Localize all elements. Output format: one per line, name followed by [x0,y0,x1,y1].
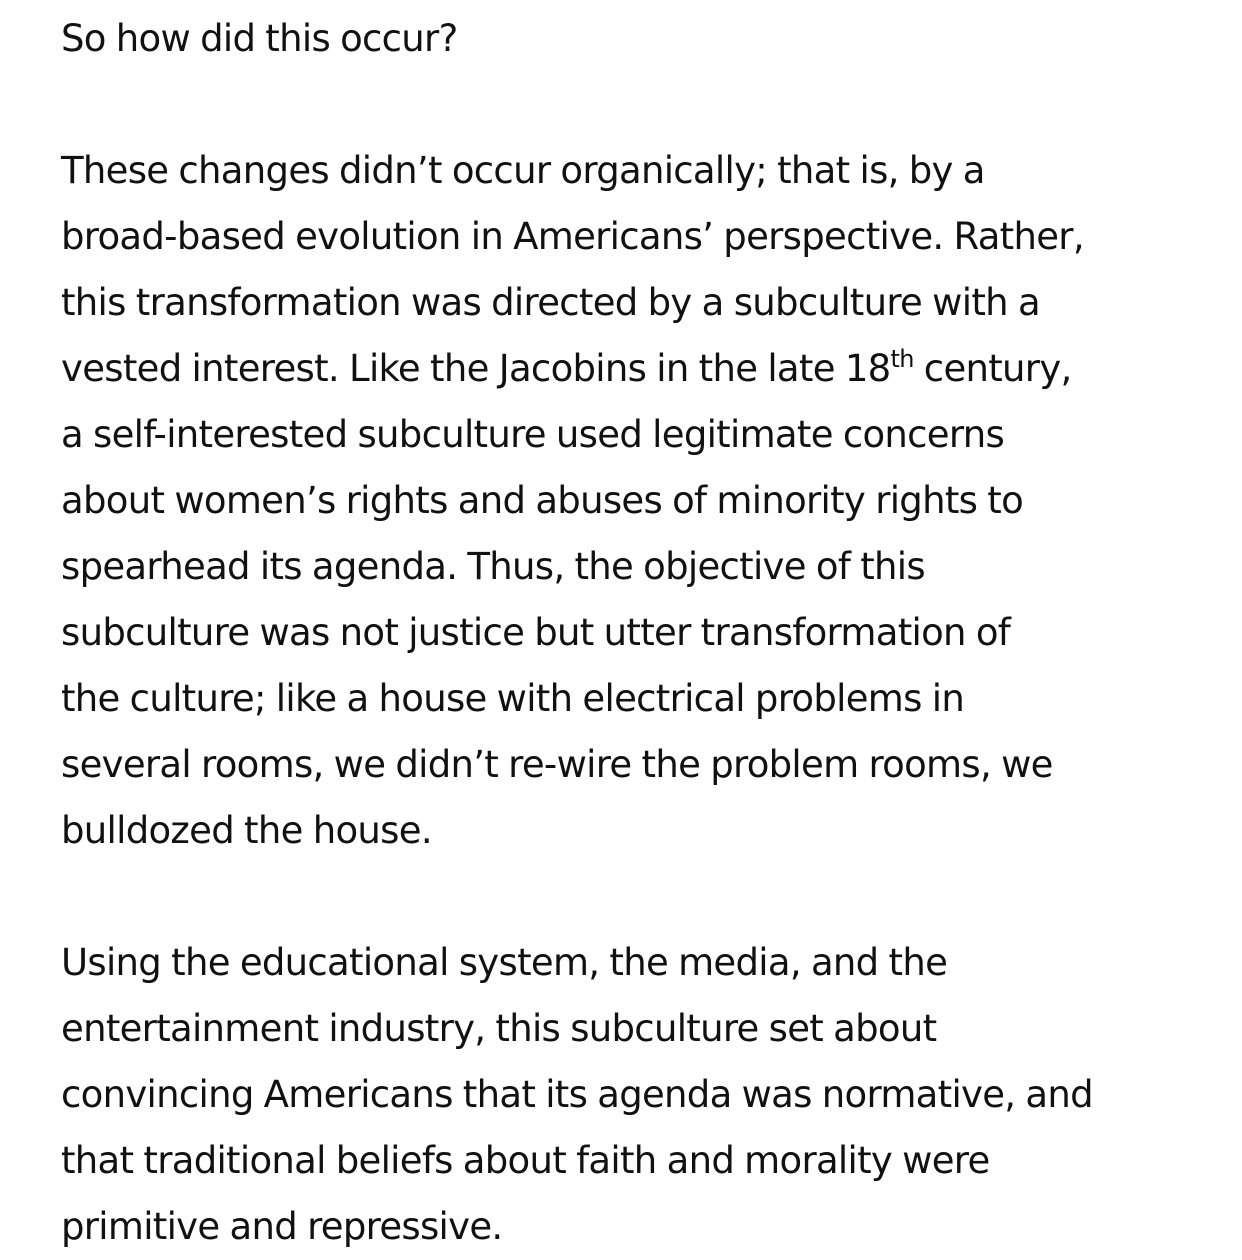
paragraph-1-line: several rooms, we didn’t re-wire the problem rooms, we [61,743,1053,786]
paragraph-2-line: primitive and repressive. [61,1205,503,1248]
paragraph-2 [61,930,1211,1260]
paragraph-2-line: convincing Americans that its agenda was normative, and [61,1073,1093,1116]
paragraph-1 [61,138,1211,864]
line-text-before: vested interest. Like the Jacobins in the late 18 [61,347,891,390]
paragraph-1-line: a self-interested subculture used legitimate concerns [61,413,1005,456]
paragraph-gap [61,72,1211,138]
article-text [61,0,1211,1260]
paragraph-gap [61,864,1211,930]
paragraph-1-line: subculture was not justice but utter transformation of [61,611,1011,654]
paragraph-1-line: about women’s rights and abuses of minority rights to [61,479,1024,522]
paragraph-1-line-with-superscript [61,336,1211,402]
ordinal-superscript: th [890,345,914,373]
question-line: So how did this occur? [61,17,458,60]
paragraph-1-line: spearhead its agenda. Thus, the objective of this [61,545,925,588]
paragraph-1-line: this transformation was directed by a subculture with a [61,281,1040,324]
paragraph-1-line: broad-based evolution in Americans’ perspective. Rather, [61,215,1084,258]
paragraph-1-line: the culture; like a house with electrical problems in [61,677,965,720]
paragraph-1-line: bulldozed the house. [61,809,432,852]
paragraph-2-line: Using the educational system, the media, and the [61,941,948,984]
line-text-after: century, [913,347,1072,390]
paragraph-2-line: that traditional beliefs about faith and morality were [61,1139,990,1182]
paragraph-1-line: These changes didn’t occur organically; that is, by a [61,149,985,192]
paragraph-2-line: entertainment industry, this subculture set about [61,1007,937,1050]
